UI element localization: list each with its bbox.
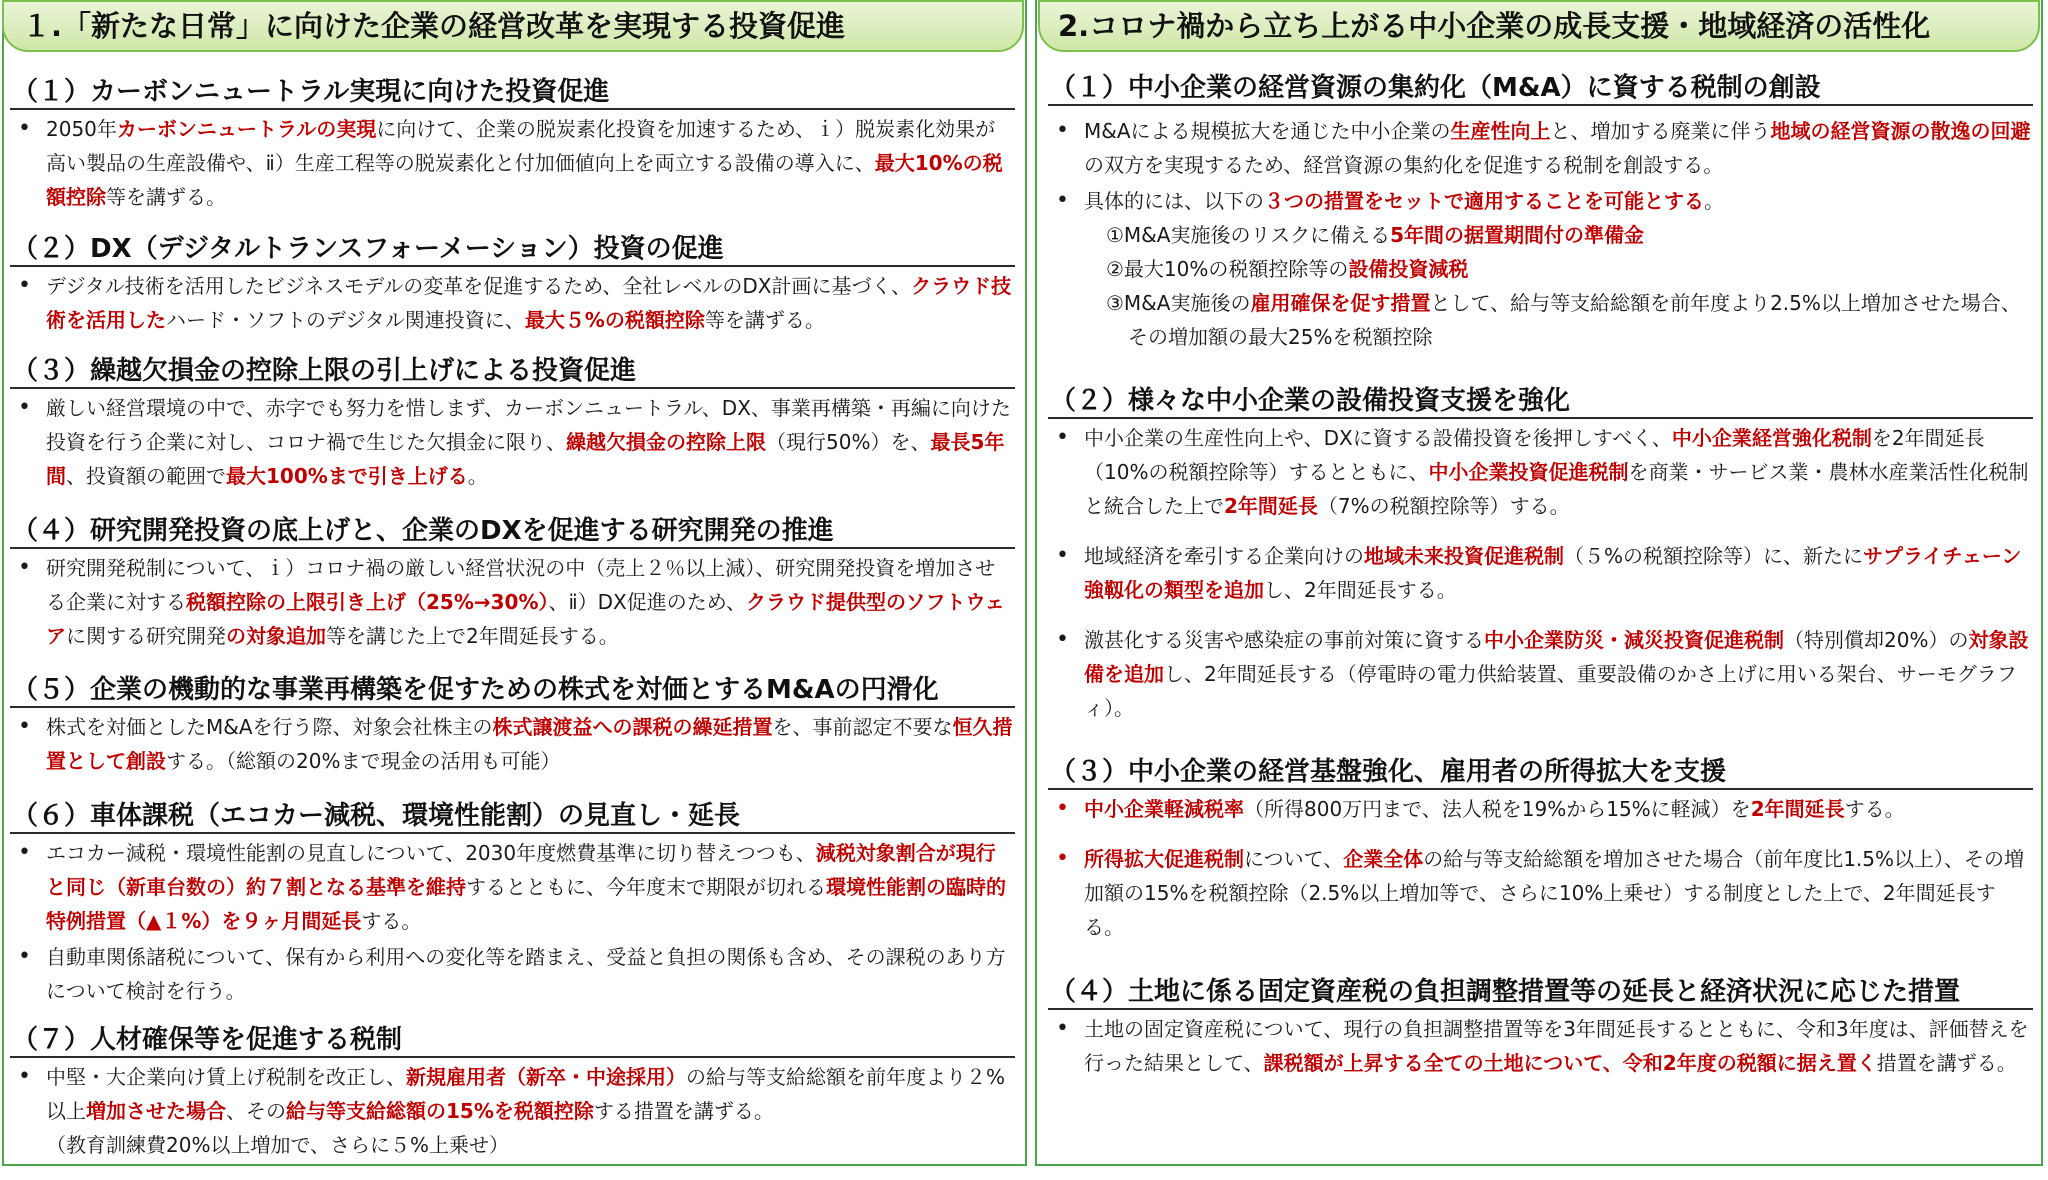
bullet-item: • 株式を対価としたM&Aを行う際、対象会社株主の株式譲渡益への課税の繰延措置を、事前認定不要な恒久措置として創設する。（総額の20%まで現金の活用も可能）: [10, 710, 1015, 778]
section-heading: （３）繰越欠損金の控除上限の引上げによる投資促進: [10, 355, 1015, 389]
left-section-3: [10, 355, 1015, 493]
bullet-item: • 中堅・大企業向け賃上げ税制を改正し、新規雇用者（新卒・中途採用）の給与等支給総額を前年度より２%以上増加させた場合、その給与等支給総額の15%を税額控除する措置を講ずる。: [10, 1060, 1015, 1128]
right-section-2: [1048, 385, 2033, 725]
section-heading: （４）土地に係る固定資産税の負担調整措置等の延長と経済状況に応じた措置: [1048, 976, 2033, 1010]
measure-item: ②最大10%の税額控除等の設備投資減税: [1106, 257, 1469, 281]
section-heading: （３）中小企業の経営基盤強化、雇用者の所得拡大を支援: [1048, 756, 2033, 790]
section-heading: （７）人材確保等を促進する税制: [10, 1024, 1015, 1058]
bullet-item: • 具体的には、以下の３つの措置をセットで適用することを可能とする。: [1048, 184, 2033, 218]
bullet-item: • 自動車関係諸税について、保有から利用への変化等を踏まえ、受益と負担の関係も含め、その課税のあり方について検討を行う。: [10, 940, 1015, 1008]
bullet-item: • デジタル技術を活用したビジネスモデルの変革を促進するため、全社レベルのDX計画に基づく、クラウド技術を活用したハード・ソフトのデジタル関連投資に、最大５%の税額控除等を講ずる。: [10, 269, 1015, 337]
bullet-item: • 研究開発税制について、ｉ）コロナ禍の厳しい経営状況の中（売上２％以上減）、研究開発投資を増加させる企業に対する税額控除の上限引き上げ（25%→30%）、ⅱ）DX促進のため、クラウド提供型のソフトウェアに関する研究開発の対象追加等を講じた上で2年間延長する。: [10, 551, 1015, 653]
bullet-item: • 中小企業軽減税率（所得800万円まで、法人税を19%から15%に軽減）を2年間延長する。: [1048, 792, 2033, 826]
bullet-item: • エコカー減税・環境性能割の見直しについて、2030年度燃費基準に切り替えつつも、減税対象割合が現行と同じ（新車台数の）約７割となる基準を維持するとともに、今年度末で期限が切れる環境性能割の臨時的特例措置（▲１%）を９ヶ月間延長する。: [10, 836, 1015, 938]
bullet-item: • 地域経済を牽引する企業向けの地域未来投資促進税制（５%の税額控除等）に、新たにサプライチェーン強靱化の類型を追加し、2年間延長する。: [1048, 539, 2033, 607]
note-text: （教育訓練費20%以上増加で、さらに５%上乗せ）: [46, 1133, 510, 1157]
bullet-item: • M&Aによる規模拡大を通じた中小企業の生産性向上と、増加する廃業に伴う地域の経営資源の散逸の回避の双方を実現するため、経営資源の集約化を促進する税制を創設する。: [1048, 114, 2033, 182]
left-section-2: [10, 233, 1015, 337]
bullet-item: • 所得拡大促進税制について、企業全体の給与等支給総額を増加させた場合（前年度比1.5%以上）、その増加額の15%を税額控除（2.5%以上増加等で、さらに10%上乗せ）する制度とした上で、2年間延長する。: [1048, 842, 2033, 944]
left-section-7: [10, 1024, 1015, 1162]
bullet-item: • 激甚化する災害や感染症の事前対策に資する中小企業防災・減災投資促進税制（特別償却20%）の対象設備を追加し、2年間延長する（停電時の電力供給装置、重要設備のかさ上げに用いる架台、サーモグラフィ）。: [1048, 623, 2033, 725]
left-banner: １.「新たな日常」に向けた企業の経営改革を実現する投資促進: [2, 0, 1024, 52]
measure-item: ①M&A実施後のリスクに備える5年間の据置期間付の準備金: [1106, 223, 1644, 247]
right-section-1: [1048, 72, 2033, 354]
right-banner: 2.コロナ禍から立ち上がる中小企業の成長支援・地域経済の活性化: [1038, 0, 2040, 52]
left-section-4: [10, 515, 1015, 653]
section-heading: （１）中小企業の経営資源の集約化（M&A）に資する税制の創設: [1048, 72, 2033, 106]
left-section-6: [10, 800, 1015, 1008]
right-section-3: [1048, 756, 2033, 944]
bullet-item: • 中小企業の生産性向上や、DXに資する設備投資を後押しすべく、中小企業経営強化税制を2年間延長（10%の税額控除等）するとともに、中小企業投資促進税制を商業・サービス業・農林水産業活性化税制と統合した上で2年間延長（7%の税額控除等）する。: [1048, 421, 2033, 523]
section-heading: （１）カーボンニュートラル実現に向けた投資促進: [10, 76, 1015, 110]
bullet-item: • 2050年カーボンニュートラルの実現に向けて、企業の脱炭素化投資を加速するため、ｉ）脱炭素化効果が高い製品の生産設備や、ⅱ）生産工程等の脱炭素化と付加価値向上を両立する設備の導入に、最大10%の税額控除等を講ずる。: [10, 112, 1015, 214]
section-heading: （２）DX（デジタルトランスフォーメーション）投資の促進: [10, 233, 1015, 267]
right-section-4: [1048, 976, 2033, 1080]
bullet-item: • 厳しい経営環境の中で、赤字でも努力を惜しまず、カーボンニュートラル、DX、事業再構築・再編に向けた投資を行う企業に対し、コロナ禍で生じた欠損金に限り、繰越欠損金の控除上限（現行50%）を、最長5年間、投資額の範囲で最大100%まで引き上げる。: [10, 391, 1015, 493]
section-heading: （５）企業の機動的な事業再構築を促すための株式を対価とするM&Aの円滑化: [10, 674, 1015, 708]
left-section-5: [10, 674, 1015, 778]
section-heading: （２）様々な中小企業の設備投資支援を強化: [1048, 385, 2033, 419]
left-section-1: [10, 76, 1015, 214]
section-heading: （４）研究開発投資の底上げと、企業のDXを促進する研究開発の推進: [10, 515, 1015, 549]
bullet-item: • 土地の固定資産税について、現行の負担調整措置等を3年間延長するとともに、令和3年度は、評価替えを行った結果として、課税額が上昇する全ての土地について、令和2年度の税額に据え置く措置を講ずる。: [1048, 1012, 2033, 1080]
section-heading: （６）車体課税（エコカー減税、環境性能割）の見直し・延長: [10, 800, 1015, 834]
measure-item: ③M&A実施後の雇用確保を促す措置として、給与等支給総額を前年度より2.5%以上増加させた場合、その増加額の最大25%を税額控除: [1106, 291, 2021, 349]
